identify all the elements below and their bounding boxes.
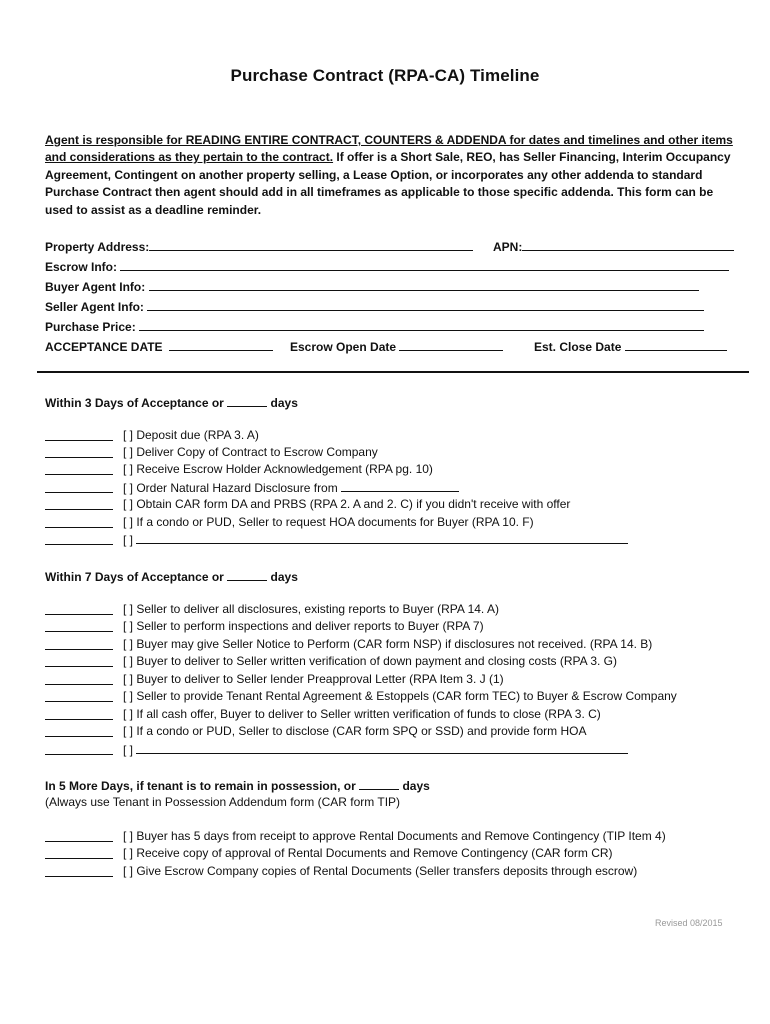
section-7-days-heading: [45, 568, 298, 584]
date-blank[interactable]: [45, 690, 113, 702]
item-text[interactable]: [ ] Obtain CAR form DA and PRBS (RPA 2. A and 2. C) if you didn't receive with offer: [123, 497, 571, 511]
escrow-open-field[interactable]: [399, 338, 503, 351]
escrow-open-row: [290, 338, 503, 354]
section-7-days-blank[interactable]: [227, 568, 267, 581]
date-blank[interactable]: [45, 446, 113, 458]
item-text[interactable]: [ ] Deposit due (RPA 3. A): [123, 428, 259, 442]
apn-label: APN:: [493, 240, 523, 254]
date-blank[interactable]: [45, 516, 113, 528]
date-blank[interactable]: [45, 655, 113, 667]
acceptance-date-row: [45, 338, 273, 354]
section-tenant-note: (Always use Tenant in Possession Addendum form (CAR form TIP): [45, 795, 401, 809]
escrow-info-label: Escrow Info:: [45, 260, 118, 274]
date-blank[interactable]: [45, 830, 113, 842]
section-7-days-heading-text: Within 7 Days of Acceptance or: [45, 570, 224, 584]
item-text[interactable]: [ ] Give Escrow Company copies of Rental Documents (Seller transfers deposits through escrow): [123, 864, 638, 878]
item-text[interactable]: [ ] If all cash offer, Buyer to deliver to Seller written verification of funds to close (RPA 3. C): [123, 707, 601, 721]
section-3-days-blank[interactable]: [227, 394, 267, 407]
buyer-agent-row: [45, 278, 699, 294]
item-text[interactable]: [ ] If a condo or PUD, Seller to disclose (CAR form SPQ or SSD) and provide form HOA: [123, 724, 587, 738]
date-blank[interactable]: [45, 847, 113, 859]
item-text[interactable]: [ ] Buyer to deliver to Seller written verification of down payment and closing costs (RPA 3. G): [123, 654, 617, 668]
escrow-info-field[interactable]: [120, 258, 729, 271]
section-3-days-heading-text: Within 3 Days of Acceptance or: [45, 396, 224, 410]
purchase-price-label: Purchase Price:: [45, 320, 136, 334]
item-text[interactable]: [ ] Deliver Copy of Contract to Escrow Company: [123, 445, 378, 459]
section-3-days-heading-suffix: days: [270, 396, 298, 410]
section-tenant-heading-suffix: days: [402, 779, 430, 793]
revision-note: Revised 08/2015: [655, 918, 723, 928]
acceptance-date-label: ACCEPTANCE DATE: [45, 340, 163, 354]
item-text[interactable]: [ ] Receive copy of approval of Rental Documents and Remove Contingency (CAR form CR): [123, 846, 613, 860]
item-text-with-blank: [123, 742, 628, 757]
custom-item-blank[interactable]: [136, 532, 628, 544]
section-3-days-heading: [45, 394, 298, 410]
item-text[interactable]: [ ] Buyer to deliver to Seller lender Preapproval Letter (RPA Item 3. J (1): [123, 672, 504, 686]
date-blank[interactable]: [45, 463, 113, 475]
buyer-agent-field[interactable]: [149, 278, 699, 291]
date-blank[interactable]: [45, 533, 113, 545]
item-text[interactable]: [ ] Order Natural Hazard Disclosure from: [123, 481, 338, 495]
item-checkbox[interactable]: [ ]: [123, 743, 134, 757]
intro-underlined: Agent is responsible for READING ENTIRE CONTRACT, COUNTERS & ADDENDA for dates and timelines and other items and considerations as they pertain to the contract.: [45, 133, 733, 165]
item-checkbox[interactable]: [ ]: [123, 533, 134, 547]
date-blank[interactable]: [45, 429, 113, 441]
item-text[interactable]: [ ] Buyer has 5 days from receipt to approve Rental Documents and Remove Contingency (TIP Item 4): [123, 829, 666, 843]
item-text[interactable]: [ ] If a condo or PUD, Seller to request HOA documents for Buyer (RPA 10. F): [123, 515, 534, 529]
item-text-with-blank: [123, 532, 628, 547]
seller-agent-field[interactable]: [147, 298, 704, 311]
date-blank[interactable]: [45, 725, 113, 737]
date-blank[interactable]: [45, 743, 113, 755]
date-blank[interactable]: [45, 865, 113, 877]
intro-rest: If offer is a Short Sale, REO, has Seller Financing, Interim Occupancy Agreement, Contingent on another property selling, a Lease Option, or incorporates any other addenda to standard Purchase Contract then agent should add in all timeframes as applicable to those specific addenda. This form can be used to assist as a deadline reminder.: [45, 150, 731, 217]
item-text-with-blank: [123, 480, 459, 495]
date-blank[interactable]: [45, 638, 113, 650]
item-text[interactable]: [ ] Buyer may give Seller Notice to Perform (CAR form NSP) if disclosures not received. (RPA 14. B): [123, 637, 653, 651]
item-text[interactable]: [ ] Receive Escrow Holder Acknowledgement (RPA pg. 10): [123, 462, 433, 476]
date-blank[interactable]: [45, 673, 113, 685]
apn-row: [493, 238, 734, 254]
apn-field[interactable]: [522, 238, 734, 251]
item-text[interactable]: [ ] Seller to deliver all disclosures, existing reports to Buyer (RPA 14. A): [123, 602, 499, 616]
page-title: Purchase Contract (RPA-CA) Timeline: [230, 66, 540, 85]
section-tenant-blank[interactable]: [359, 777, 399, 790]
item-text[interactable]: [ ] Seller to provide Tenant Rental Agreement & Estoppels (CAR form TEC) to Buyer & Escrow Company: [123, 689, 677, 703]
purchase-price-field[interactable]: [139, 318, 704, 331]
section-tenant-heading-text: In 5 More Days, if tenant is to remain in possession, or: [45, 779, 356, 793]
custom-item-blank[interactable]: [136, 742, 628, 754]
date-blank[interactable]: [45, 481, 113, 493]
item-text[interactable]: [ ] Seller to perform inspections and deliver reports to Buyer (RPA 7): [123, 619, 484, 633]
est-close-field[interactable]: [625, 338, 727, 351]
property-address-field[interactable]: [149, 238, 473, 251]
section-7-days-heading-suffix: days: [270, 570, 298, 584]
date-blank[interactable]: [45, 708, 113, 720]
property-address-label: Property Address:: [45, 240, 150, 254]
seller-agent-label: Seller Agent Info:: [45, 300, 144, 314]
est-close-row: [534, 338, 727, 354]
date-blank[interactable]: [45, 620, 113, 632]
escrow-open-label: Escrow Open Date: [290, 340, 397, 354]
escrow-info-row: [45, 258, 729, 274]
acceptance-date-field[interactable]: [169, 338, 273, 351]
intro-paragraph: [45, 132, 735, 219]
est-close-label: Est. Close Date: [534, 340, 622, 354]
section-divider: [37, 371, 749, 373]
section-tenant-heading: [45, 777, 430, 793]
seller-agent-row: [45, 298, 704, 314]
date-blank[interactable]: [45, 498, 113, 510]
date-blank[interactable]: [45, 603, 113, 615]
buyer-agent-label: Buyer Agent Info:: [45, 280, 146, 294]
hazard-company-blank[interactable]: [341, 480, 459, 492]
purchase-price-row: [45, 318, 704, 334]
property-address-row: [45, 238, 473, 254]
